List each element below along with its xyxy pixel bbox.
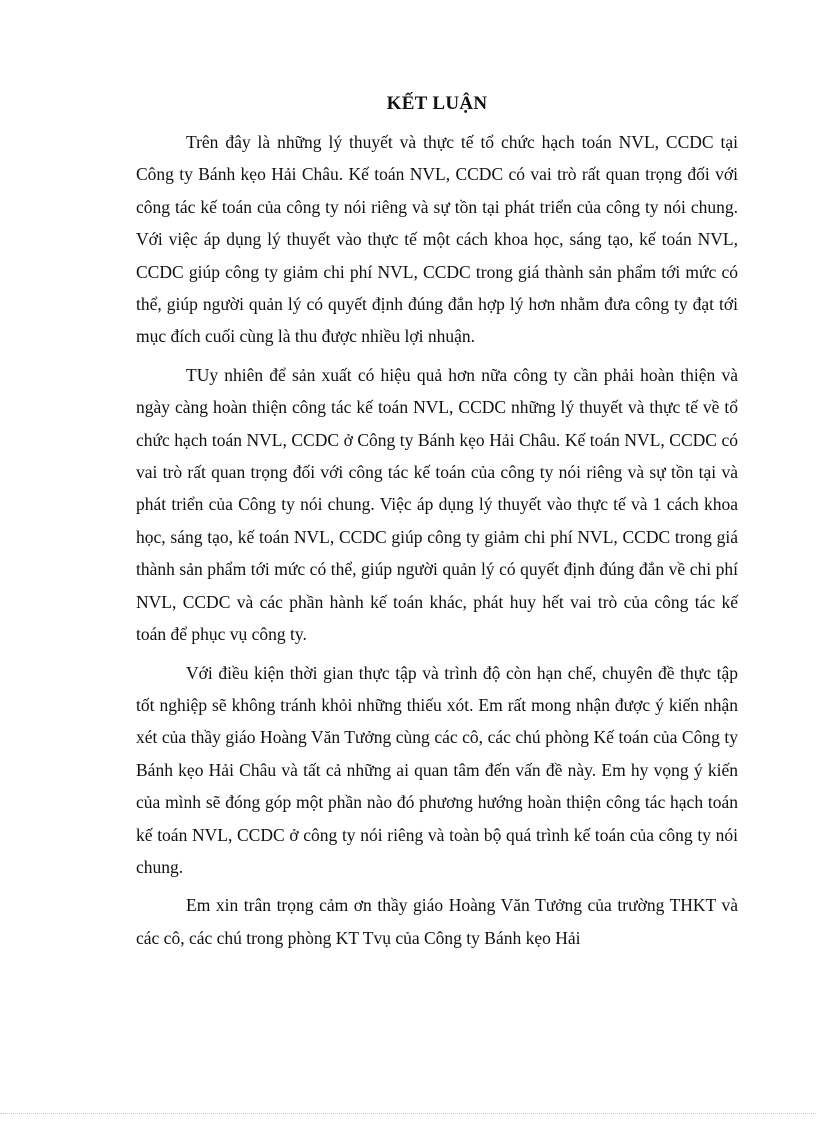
- page-title: KẾT LUẬN: [386, 93, 488, 114]
- paragraph-1: Trên đây là những lý thuyết và thực tế tổ chức hạch toán NVL, CCDC tại Công ty Bánh kẹo Hải Châu. Kế toán NVL, CCDC có vai trò rất quan trọng đối với công tác kế toán của công ty nói riêng và sự tồn tại phát triển của công ty nói chung. Với việc áp dụng lý thuyết vào thực tế một cách khoa học, sáng tạo, kế toán NVL, CCDC giúp công ty giảm chi phí NVL, CCDC trong giá thành sản phẩm tới mức có thể, giúp người quản lý có quyết định đúng đắn hợp lý hơn nhằm đưa công ty đạt tới mục đích cuối cùng là thu được nhiều lợi nhuận.: [136, 132, 738, 347]
- document-body: [136, 92, 738, 960]
- paragraph-2: TUy nhiên để sản xuất có hiệu quả hơn nữa công ty cần phải hoàn thiện và ngày càng hoàn thiện công tác kế toán NVL, CCDC những lý thuyết và thực tế về tổ chức hạch toán NVL, CCDC ở Công ty Bánh kẹo Hải Châu. Kế toán NVL, CCDC có vai trò rất quan trọng đối với công tác kế toán của công ty nói riêng và sự tồn tại và phát triển của Công ty nói chung. Việc áp dụng lý thuyết vào thực tế và 1 cách khoa học, sáng tạo, kế toán NVL, CCDC giúp công ty giảm chi phí NVL, CCDC trong giá thành sản phẩm tới mức có thể, giúp người quản lý có quyết định đúng đắn về chi phí NVL, CCDC và các phần hành kế toán khác, phát huy hết vai trò của công tác kế toán để phục vụ công ty.: [136, 364, 738, 645]
- paragraph-3: Với điều kiện thời gian thực tập và trình độ còn hạn chế, chuyên đề thực tập tốt nghiệp sẽ không tránh khỏi những thiếu xót. Em rất mong nhận được ý kiến nhận xét của thầy giáo Hoàng Văn Tưởng cùng các cô, các chú phòng Kế toán của Công ty Bánh kẹo Hải Châu và tất cả những ai quan tâm đến vấn đề này. Em hy vọng ý kiến của mình sẽ đóng góp một phần nào đó phương hướng hoàn thiện công tác hạch toán kế toán NVL, CCDC ở công ty nói riêng và toàn bộ quá trình kế toán của công ty nói chung.: [136, 662, 738, 877]
- paragraph-4: Em xin trân trọng cảm ơn thầy giáo Hoàng Văn Tưởng của trường THKT và các cô, các chú trong phòng KT Tvụ của Công ty Bánh kẹo Hải: [136, 895, 738, 948]
- page-bottom-rule: [0, 1113, 816, 1114]
